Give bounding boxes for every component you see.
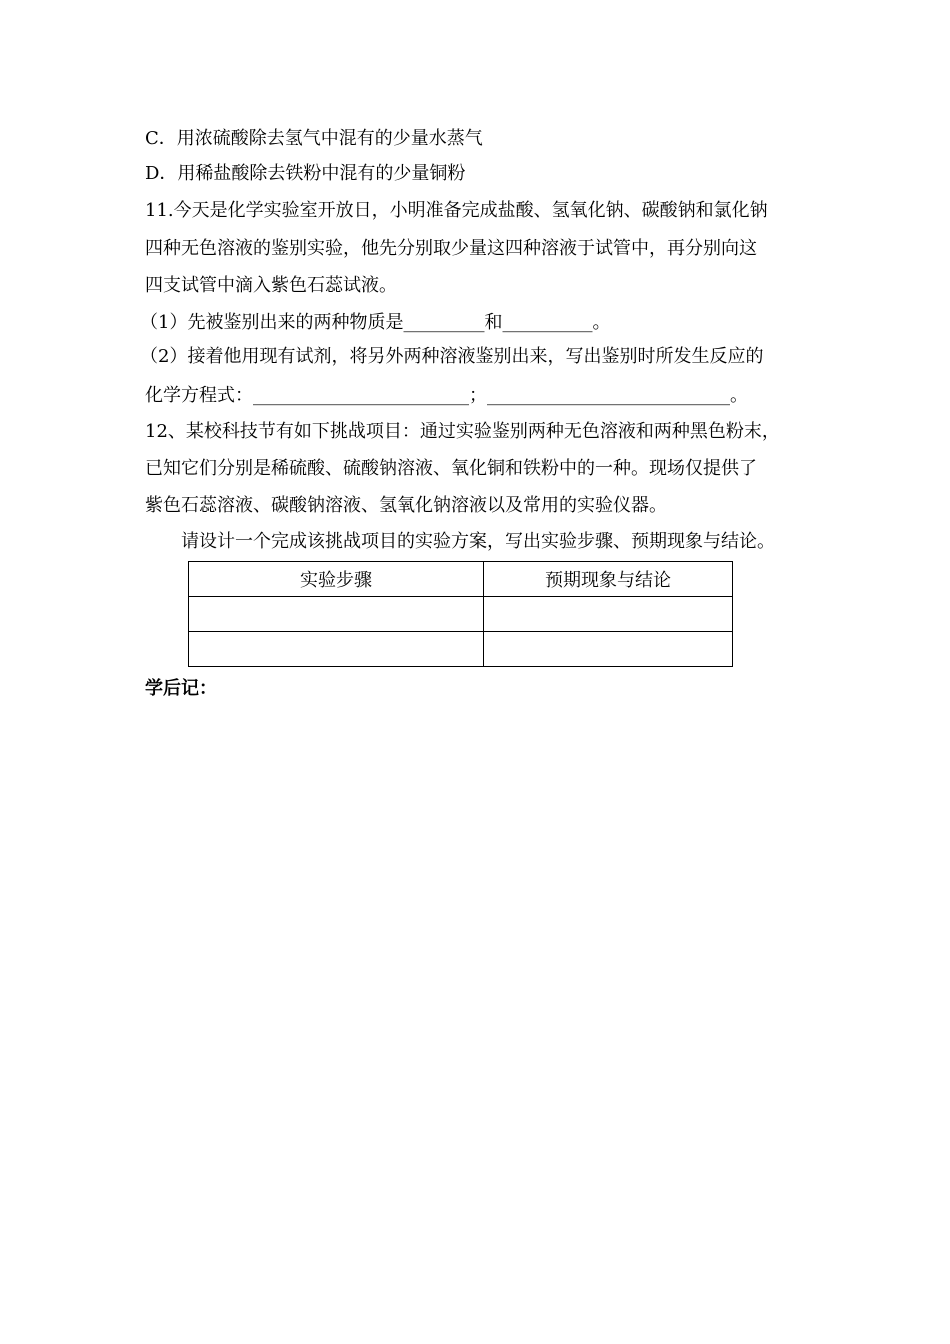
question-11-text: 四支试管中滴入紫色石蕊试液。 (145, 275, 397, 296)
table-cell (189, 597, 484, 632)
table-cell (484, 597, 733, 632)
table-cell (189, 632, 484, 667)
table-header-results: 预期现象与结论 (484, 562, 733, 597)
table-row (189, 597, 733, 632)
question-12-text: 紫色石蕊溶液、碳酸钠溶液、氢氧化钠溶液以及常用的实验仪器。 (145, 495, 667, 516)
option-d: D．用稀盐酸除去铁粉中混有的少量铜粉 (145, 163, 466, 184)
question-12-text: 12、某校科技节有如下挑战项目：通过实验鉴别两种无色溶液和两种黑色粉末， (145, 421, 780, 442)
question-11-part-1: （1）先被鉴别出来的两种物质是_________和__________。 (140, 312, 611, 333)
question-11-part-2: （2）接着他用现有试剂，将另外两种溶液鉴别出来，写出鉴别时所发生反应的 (140, 346, 764, 367)
question-11-text: 四种无色溶液的鉴别实验，他先分别取少量这四种溶液于试管中，再分别向这 (145, 238, 757, 259)
table-cell (484, 632, 733, 667)
question-11-text: 11.今天是化学实验室开放日，小明准备完成盐酸、氢氧化钠、碳酸钠和氯化钠 (145, 200, 768, 221)
question-12-text: 已知它们分别是稀硫酸、硫酸钠溶液、氧化铜和铁粉中的一种。现场仅提供了 (145, 458, 757, 479)
option-c: C．用浓硫酸除去氢气中混有的少量水蒸气 (145, 128, 483, 149)
table-header-row (189, 562, 733, 597)
experiment-table (188, 561, 733, 667)
table-row (189, 632, 733, 667)
question-12-instruction: 请设计一个完成该挑战项目的实验方案，写出实验步骤、预期现象与结论。 (181, 531, 775, 552)
notes-label: 学后记： (145, 678, 217, 699)
question-11-part-2: 化学方程式：________________________；___________________________。 (145, 385, 748, 406)
table-header-steps: 实验步骤 (189, 562, 484, 597)
